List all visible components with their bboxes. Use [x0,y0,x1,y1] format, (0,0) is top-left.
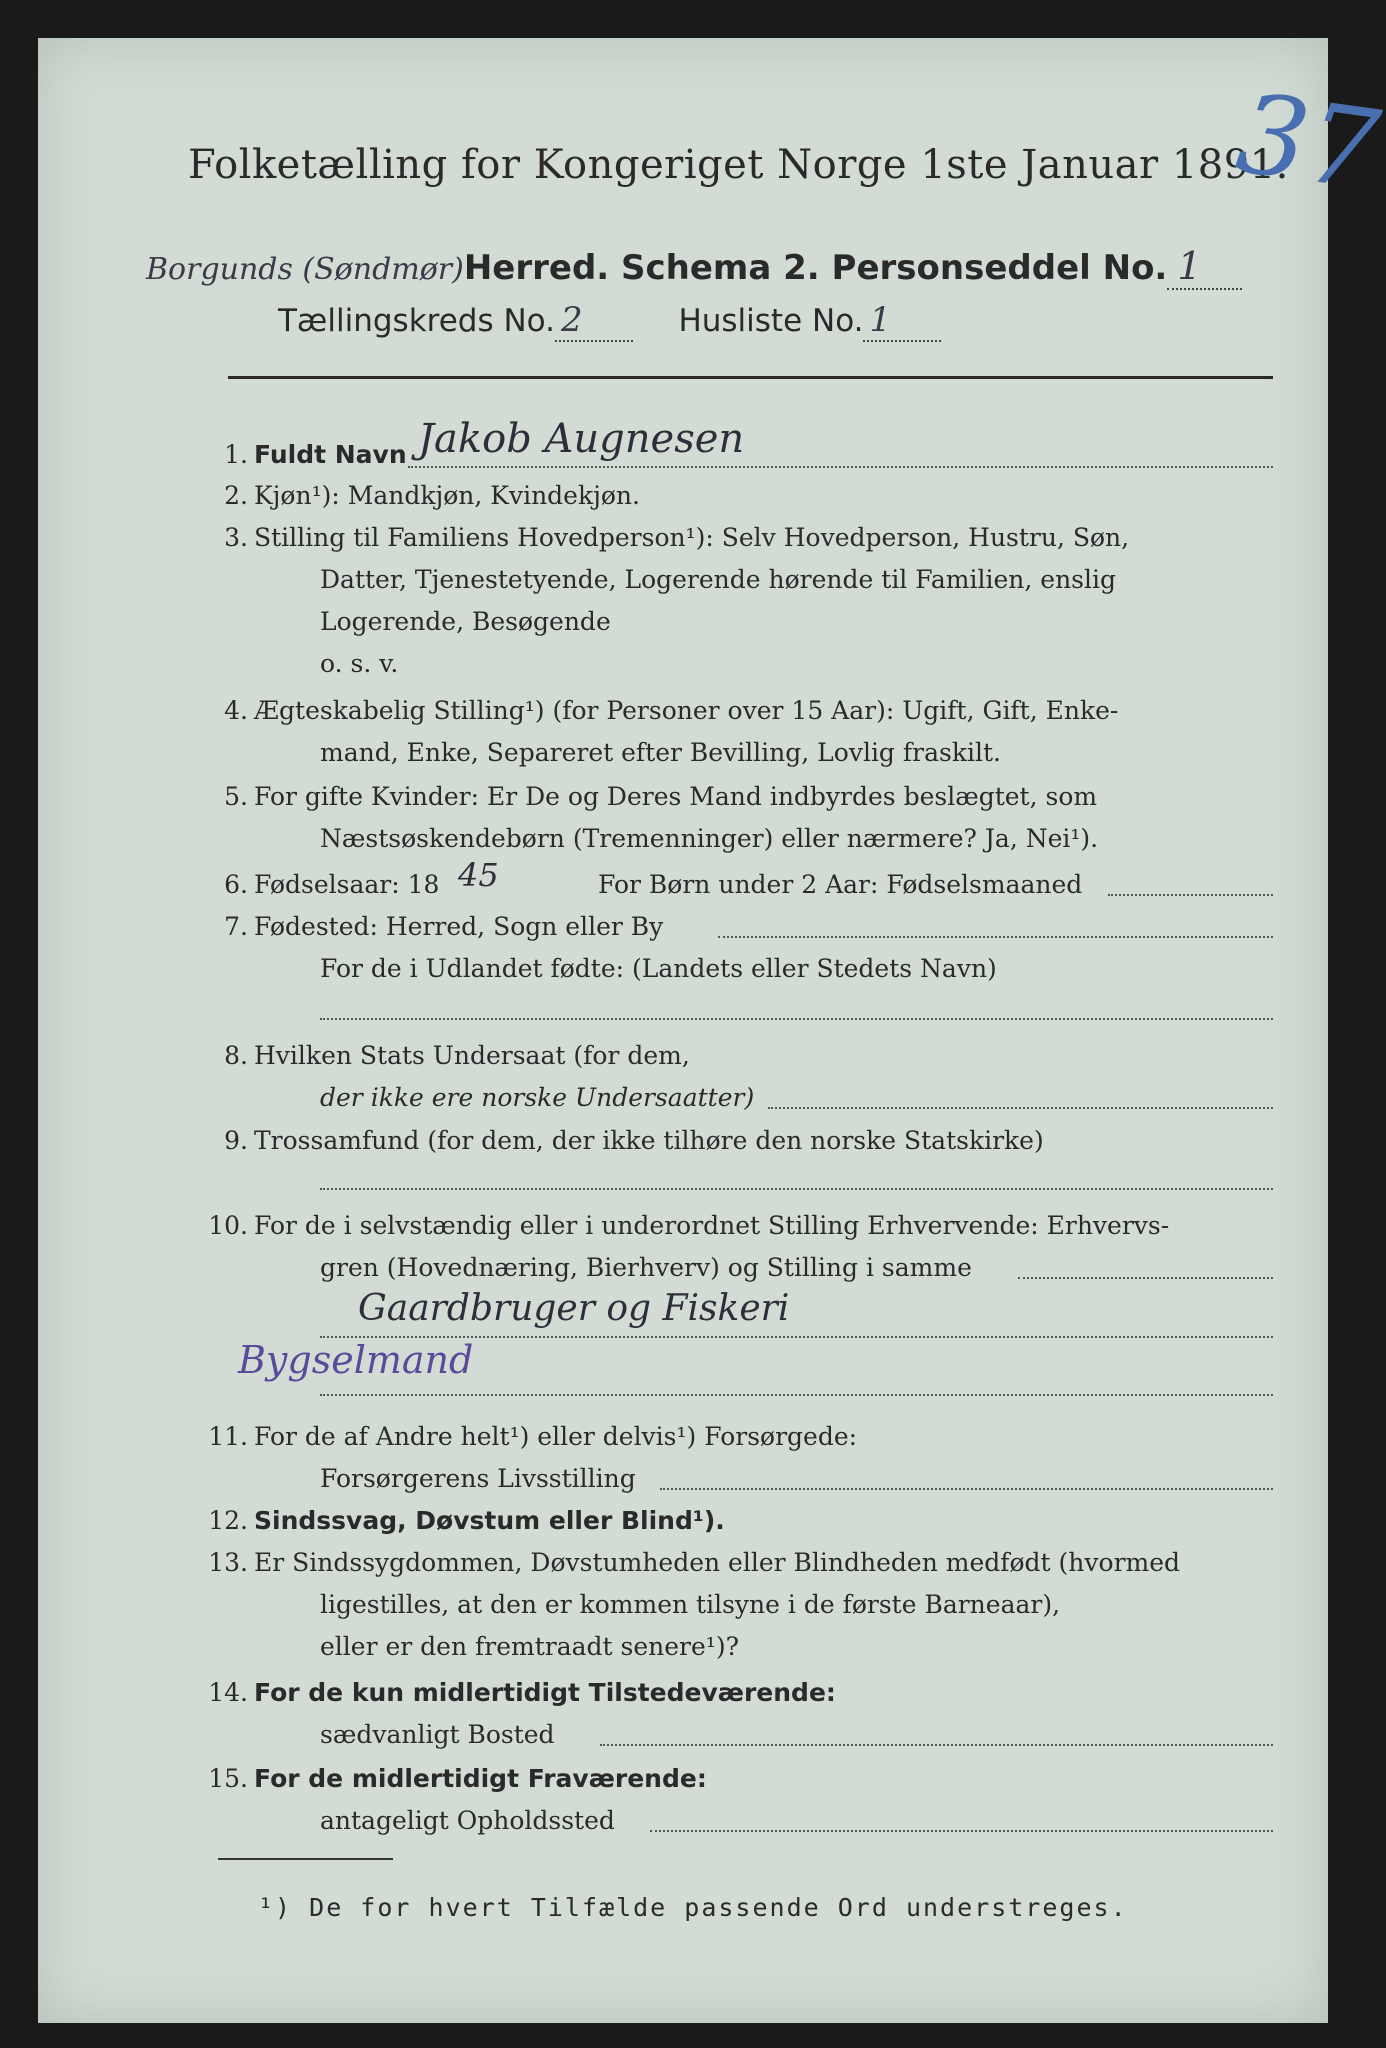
item-2-text: Kjøn¹): Mandkjøn, Kvindekjøn. [254,481,640,510]
item-15-line-1: For de midlertidigt Fraværende: [254,1764,707,1793]
item-9-text: Trossamfund (for dem, der ikke tilhøre den norske Statskirke) [254,1126,1044,1155]
item-4-line-2: mand, Enke, Separeret efter Bevilling, Lovlig fraskilt. [320,738,1001,767]
item-11-number: 11. [208,1422,248,1451]
item-13-line-1: Er Sindssygdommen, Døvstumheden eller Blindheden medfødt (hvormed [254,1548,1181,1577]
footnote: ¹) De for hvert Tilfælde passende Ord understreges. [258,1893,1128,1922]
item-3-line-3: Logerende, Besøgende [320,607,611,636]
item-13-line-2: ligestilles, at den er kommen tilsyne i de første Barneaar), [320,1590,1061,1619]
item-7-line-2: For de i Udlandet fødte: (Landets eller Stedets Navn) [320,954,997,983]
item-2-number: 2. [224,481,248,510]
herred-row [146,244,1242,290]
item-9-fill-line [320,1188,1273,1190]
item-4-number: 4. [224,696,248,725]
item-15-fill-line [650,1830,1273,1832]
item-15-number: 15. [208,1764,248,1793]
item-1-fill-line [408,466,1273,468]
item-5-line-2: Næstsøskendebørn (Tremenninger) eller nærmere? Ja, Nei¹). [320,824,1099,853]
item-10-number: 10. [208,1211,248,1240]
item-8-fill-line [768,1107,1273,1109]
item-1-label: Fuldt Navn [254,440,407,469]
item-5-line-1: For gifte Kvinder: Er De og Deres Mand indbyrdes beslægtet, som [254,782,1098,811]
item-12-text: Sindssvag, Døvstum eller Blind¹). [254,1506,725,1535]
item-3-line-4: o. s. v. [320,649,399,678]
item-10-handwriting-occupation: Gaardbruger og Fiskeri [358,1288,790,1329]
item-10-line-2: gren (Hovednæring, Bierhverv) og Stilling i samme [320,1253,972,1282]
item-7-fill-line-2 [320,1018,1273,1020]
item-6-fill-line [1108,894,1273,896]
item-15-line-2: antageligt Opholdssted [320,1806,615,1835]
item-4-line-1: Ægteskabelig Stilling¹) (for Personer over 15 Aar): Ugift, Gift, Enke- [254,696,1119,725]
item-8-line-1: Hvilken Stats Undersaat (for dem, [254,1041,690,1070]
item-10-handwriting-bygselmand: Bygselmand [238,1338,474,1382]
husliste-label: Husliste No. [678,303,864,339]
item-3-line-2: Datter, Tjenestetyende, Logerende hørende til Familien, enslig [320,565,1117,594]
item-7-fill-line-1 [718,936,1273,938]
item-6-label: Fødselsaar: 18 [254,870,440,899]
item-11-fill-line [660,1488,1273,1490]
item-5-number: 5. [224,782,248,811]
kreds-row [278,300,941,342]
footnote-rule [218,1858,393,1860]
census-form [38,38,1386,2023]
item-10-fill-line-3 [320,1394,1273,1396]
herred-handwriting: Borgunds (Søndmør) [146,252,464,287]
item-1-handwriting: Jakob Augnesen [418,416,745,462]
item-10-line-1: For de i selvstændig eller i underordnet Stilling Erhvervende: Erhvervs- [254,1211,1170,1240]
item-11-line-1: For de af Andre helt¹) eller delvis¹) Forsørgede: [254,1422,858,1451]
item-14-line-1: For de kun midlertidigt Tilstedeværende: [254,1678,836,1707]
kreds-number: 2 [555,300,633,342]
corner-number: 37 [1229,68,1386,216]
header-rule [228,376,1273,379]
item-14-line-2: sædvanligt Bosted [320,1720,555,1749]
item-6-number: 6. [224,870,248,899]
item-14-number: 14. [208,1678,248,1707]
item-10-fill-line-1 [1018,1277,1273,1279]
item-14-fill-line [600,1744,1273,1746]
item-3-number: 3. [224,523,248,552]
item-8-line-2: der ikke ere norske Undersaatter) [320,1083,755,1112]
item-9-number: 9. [224,1126,248,1155]
husliste-number: 1 [863,300,941,342]
item-7-number: 7. [224,912,248,941]
herred-schema-label: Herred. Schema 2. Personseddel No. [463,248,1168,288]
item-11-line-2: Forsørgerens Livsstilling [320,1464,636,1493]
item-6-handwriting: 45 [458,856,499,894]
personseddel-number: 1 [1167,244,1241,290]
item-3-line-1: Stilling til Familiens Hovedperson¹): Selv Hovedperson, Hustru, Søn, [254,523,1130,552]
item-8-number: 8. [224,1041,248,1070]
item-1-number: 1. [224,440,248,469]
item-7-line-1: Fødested: Herred, Sogn eller By [254,912,664,941]
item-12-number: 12. [208,1506,248,1535]
item-13-line-3: eller er den fremtraadt senere¹)? [320,1632,739,1661]
form-title: Folketælling for Kongeriget Norge 1ste Januar 1891. [188,142,1289,188]
item-6-infant-label: For Børn under 2 Aar: Fødselsmaaned [598,870,1083,899]
kreds-label: Tællingskreds No. [278,303,555,339]
item-13-number: 13. [208,1548,248,1577]
